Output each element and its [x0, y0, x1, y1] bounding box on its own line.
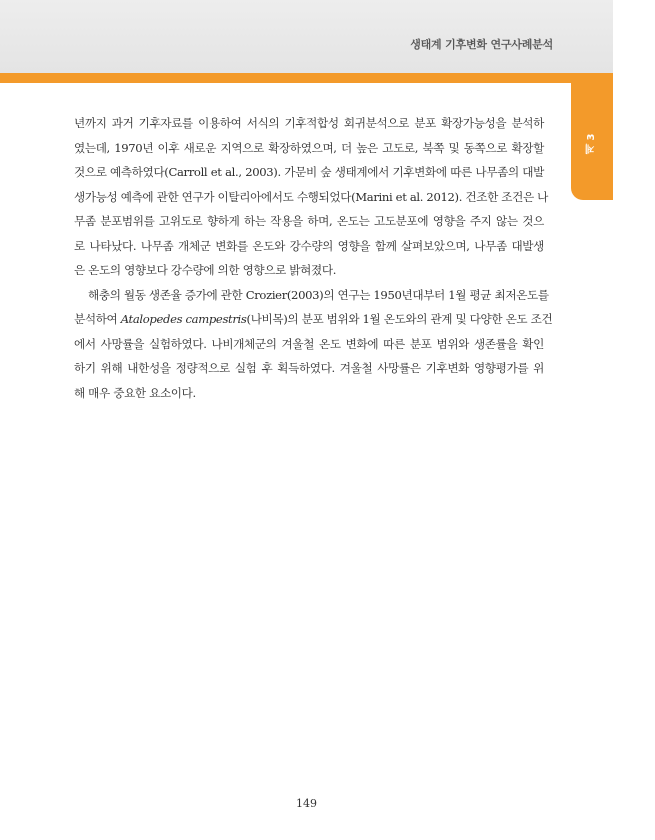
text-line: 무좀 분포범위를 고위도로 향하게 하는 작용을 하며, 온도는 고도분포에 영향을 주지 않는 것으: [74, 214, 544, 228]
text-segment: 분석하여: [74, 312, 121, 326]
chapter-tab: [571, 83, 639, 200]
text-line: 로 나타났다. 나무좀 개체군 변화를 온도와 강수량의 영향을 함께 살펴보았으며, 나무좀 대발생: [74, 238, 544, 253]
text-line: 것으로 예측하였다(Carroll et al., 2003). 가문비 숲 생태계에서 기후변화에 따른 나무좀의 대발: [74, 165, 544, 179]
text-line: 해 매우 중요한 요소이다.: [74, 385, 196, 400]
text-segment: (나비목)의 분포 범위와 1월 온도와의 관계 및 다양한 온도 조건: [246, 312, 553, 326]
body-text: [74, 111, 553, 405]
text-line: 하기 위해 내한성을 정량적으로 실험 후 획득하였다. 겨울철 사망률은 기후변화 영향평가를 위: [74, 361, 544, 375]
paragraph-1: [74, 111, 548, 283]
text-line: 해충의 월동 생존율 증가에 관한 Crozier(2003)의 연구는 1950년대부터 1월 평균 최저온도를: [88, 287, 549, 302]
paragraph-2: [74, 283, 553, 406]
running-head: 생태계 기후변화 연구사례분석: [410, 38, 553, 51]
text-line-with-species: [74, 307, 553, 332]
text-line: 년까지 과거 기후자료를 이용하여 서식의 기후적합성 회귀분석으로 분포 확장가능성을 분석하: [74, 116, 544, 130]
species-name: Atalopedes campestris: [120, 312, 247, 326]
text-line: 생가능성 예측에 관한 연구가 이탈리아에서도 수행되었다(Marini et al. 2012). 건조한 조건은 나: [74, 189, 548, 204]
text-line: 은 온도의 영향보다 강수량에 의한 영향으로 밝혀졌다.: [74, 263, 337, 277]
header-rule: [0, 73, 613, 83]
chapter-tab-label: 제 3 장: [586, 133, 639, 155]
text-line: 에서 사망률을 실험하였다. 나비개체군의 겨울철 온도 변화에 따른 분포 범위와 생존률을 확인: [74, 336, 544, 351]
page-number: 149: [296, 797, 317, 810]
text-line: 였는데, 1970년 이후 새로운 지역으로 확장하였으며, 더 높은 고도로, 북쪽 및 동쪽으로 확장할: [74, 140, 544, 155]
